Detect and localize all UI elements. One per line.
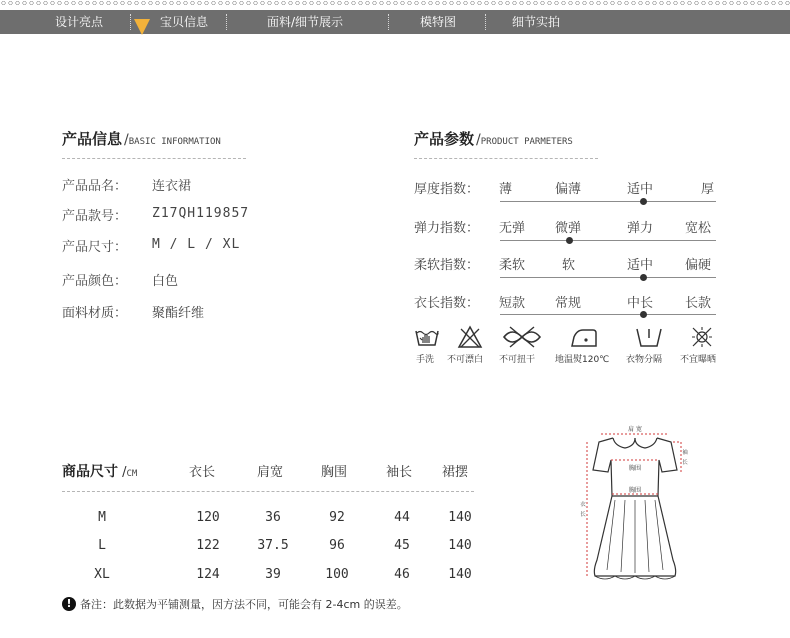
dress-outline <box>593 438 677 579</box>
scale-marker-thickness <box>640 198 647 205</box>
scale-option: 偏薄 <box>555 182 582 197</box>
table-cell: 44 <box>394 510 410 525</box>
table-cell: 36 <box>265 510 281 525</box>
bust-upper-label: 胸围 <box>628 465 642 472</box>
scale-marker-length <box>640 311 647 318</box>
col-header-bust: 胸围 <box>321 465 348 480</box>
scale-option: 无弹 <box>499 221 526 236</box>
scale-label-thickness: 厚度指数： <box>414 182 480 197</box>
table-cell: 45 <box>394 538 410 553</box>
table-cell: 140 <box>448 510 472 525</box>
params-heading-rule <box>414 158 598 159</box>
size-cell: L <box>98 538 106 553</box>
measurement-note <box>62 596 408 612</box>
info-heading <box>62 128 221 149</box>
shoulder-label: 肩 宽 <box>628 426 642 433</box>
info-value-name: 连衣裙 <box>152 179 192 194</box>
nav-separator <box>485 14 486 30</box>
scale-option: 弹力 <box>627 221 654 236</box>
info-label-material: 面料材质： <box>62 306 128 321</box>
scale-option: 软 <box>562 258 576 273</box>
scale-option: 偏硬 <box>685 258 712 273</box>
size-cell: XL <box>94 567 110 582</box>
nav-tab-fabric-details[interactable]: 面料/细节展示 <box>267 15 344 29</box>
care-label-no-bleach: 不可漂白 <box>447 355 484 365</box>
scale-track-elasticity <box>500 240 716 241</box>
note-text: 备注：此数据为平铺测量，因方法不同，可能会有 2-4cm 的误差。 <box>80 598 408 611</box>
scale-label-elasticity: 弹力指数： <box>414 221 480 236</box>
care-label-separate-wash: 衣物分隔 <box>626 355 663 365</box>
table-cell: 124 <box>196 567 220 582</box>
table-cell: 46 <box>394 567 410 582</box>
length-label-bottom: 长 <box>580 512 586 518</box>
size-table-unit: CM <box>126 469 138 479</box>
scale-marker-softness <box>640 274 647 281</box>
col-header-shoulder: 肩宽 <box>257 465 284 480</box>
scale-option: 短款 <box>499 296 526 311</box>
table-cell: 92 <box>329 510 345 525</box>
scale-option: 长款 <box>685 296 712 311</box>
heading-slash: / <box>476 132 481 148</box>
scale-track-softness <box>500 277 716 278</box>
hand-wash-icon <box>414 325 440 349</box>
table-cell: 140 <box>448 538 472 553</box>
col-header-hem: 裙摆 <box>442 465 469 480</box>
separate-wash-icon <box>634 325 664 349</box>
nav-tab-product-info[interactable]: 宝贝信息 <box>160 15 209 29</box>
nav-separator <box>130 14 131 30</box>
scale-option: 微弹 <box>555 221 582 236</box>
info-label-size: 产品尺寸： <box>62 240 128 255</box>
info-label-style-no: 产品款号： <box>62 209 128 224</box>
sleeve-label-bottom: 长 <box>682 460 688 466</box>
care-label-no-sun-dry: 不宜曝晒 <box>680 355 717 365</box>
dress-measurement-diagram <box>575 420 695 590</box>
table-cell: 37.5 <box>257 538 289 553</box>
size-table-label: 商品尺寸 <box>62 464 118 480</box>
scale-label-softness: 柔软指数： <box>414 258 480 273</box>
params-title: 产品参数 <box>414 130 475 148</box>
info-heading-rule <box>62 158 246 159</box>
scale-option: 适中 <box>627 182 654 197</box>
size-table-rule <box>62 491 474 492</box>
params-heading <box>414 128 573 149</box>
no-sun-dry-icon <box>689 325 715 349</box>
care-label-hand-wash: 手洗 <box>416 355 435 365</box>
no-bleach-icon <box>457 325 483 349</box>
scale-option: 薄 <box>499 182 513 197</box>
nav-tab-design-highlights[interactable]: 设计亮点 <box>55 15 104 29</box>
nav-separator <box>388 14 389 30</box>
care-label-no-wring: 不可扭干 <box>499 355 536 365</box>
scale-option: 厚 <box>701 182 715 197</box>
col-header-sleeve: 袖长 <box>386 465 413 480</box>
table-cell: 100 <box>325 567 349 582</box>
size-cell: M <box>98 510 106 525</box>
low-iron-icon <box>569 325 599 349</box>
info-title: 产品信息 <box>62 130 123 148</box>
nav-tab-model-photos[interactable]: 模特图 <box>420 15 457 29</box>
params-subtitle: PRODUCT PARMETERS <box>480 137 573 147</box>
sleeve-label-top: 袖 <box>682 450 688 456</box>
scale-marker-elasticity <box>566 237 573 244</box>
table-cell: 120 <box>196 510 220 525</box>
no-wring-icon <box>502 325 542 349</box>
warning-icon: ! <box>62 597 76 611</box>
col-header-length: 衣长 <box>189 465 216 480</box>
info-label-color: 产品颜色： <box>62 274 128 289</box>
heading-slash: / <box>124 132 129 148</box>
measurement-lines <box>587 434 681 576</box>
scale-track-thickness <box>500 201 716 202</box>
bust-label: 胸围 <box>628 487 642 494</box>
scale-option: 中长 <box>627 296 654 311</box>
active-tab-pointer <box>134 19 150 35</box>
scale-option: 柔软 <box>499 258 526 273</box>
heading-slash: / <box>118 465 127 480</box>
table-cell: 39 <box>265 567 281 582</box>
nav-tab-detail-photos[interactable]: 细节实拍 <box>512 15 561 29</box>
size-table-title <box>62 461 137 481</box>
length-label-top: 衣 <box>580 502 586 508</box>
scale-option: 宽松 <box>685 221 712 236</box>
info-value-style-no: Z17QH119857 <box>152 206 250 221</box>
nav-separator <box>226 14 227 30</box>
section-nav-bar <box>0 10 790 34</box>
table-cell: 96 <box>329 538 345 553</box>
scale-track-length <box>500 314 716 315</box>
info-value-material: 聚酯纤维 <box>152 306 205 321</box>
info-label-name: 产品品名： <box>62 179 128 194</box>
info-subtitle: BASIC INFORMATION <box>128 137 221 147</box>
info-value-size: M / L / XL <box>152 237 241 252</box>
care-label-low-iron: 地温熨120℃ <box>555 355 610 365</box>
scale-option: 常规 <box>555 296 582 311</box>
table-cell: 122 <box>196 538 220 553</box>
scale-option: 适中 <box>627 258 654 273</box>
scale-label-length: 衣长指数： <box>414 296 480 311</box>
decorative-border <box>0 0 790 6</box>
table-cell: 140 <box>448 567 472 582</box>
info-value-color: 白色 <box>152 274 179 289</box>
